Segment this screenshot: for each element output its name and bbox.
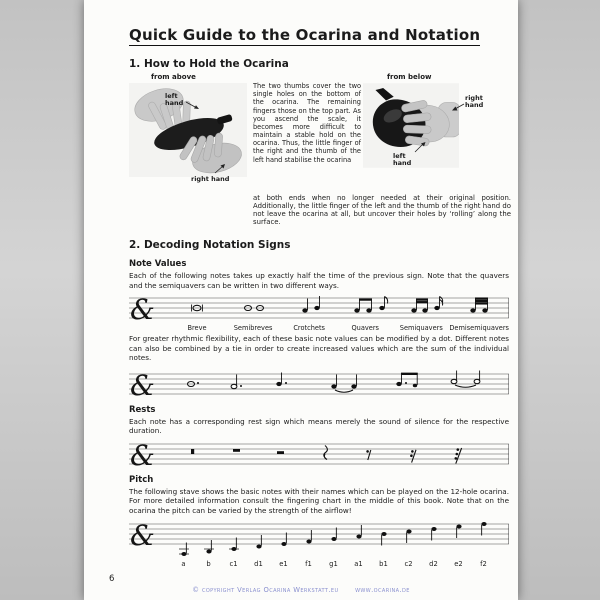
note-value-label: Semibreves [233, 324, 273, 332]
footer-url: www.ocarina.de [355, 586, 410, 594]
note-name: g1 [329, 560, 338, 568]
note-values-text: Each of the following notes takes up exactly half the time of the previous sign. Note that the quavers and the semiquavers can be written in two different ways. [129, 271, 509, 290]
note-value-label: Quavers [351, 324, 379, 332]
right-hand-label: right hand [191, 175, 230, 183]
left-hand-label: left hand [165, 92, 184, 108]
rests-heading: Rests [129, 404, 156, 415]
book-page [84, 0, 518, 600]
note-name: d2 [429, 560, 438, 568]
holding-section [129, 73, 509, 229]
breve-rest [191, 449, 194, 454]
page-title: Quick Guide to the Ocarina and Notation [129, 26, 481, 44]
rests-text: Each note has a corresponding rest sign which means merely the sound of silence for the respective duration. [129, 416, 509, 435]
quaver-rest [366, 450, 371, 460]
right-hand-arrow-icon [451, 101, 466, 113]
treble-clef-icon: & [130, 519, 155, 552]
dots-ties-text: For greater rhythmic flexibility, each of these basic note values can be modified by a dot. Different notes can also be combined by a tie in order to create increased values which are the sum of the individual notes. [129, 334, 509, 362]
semibreve-rest [233, 449, 240, 452]
note-name: c2 [404, 560, 413, 568]
section-heading-notation: 2. Decoding Notation Signs [129, 239, 291, 251]
note-value-label: Breve [187, 324, 207, 332]
demisemiquaver-rest [455, 448, 462, 464]
note-name: a [181, 560, 186, 568]
right-hand-label: right hand [465, 94, 484, 110]
section-heading-holding: 1. How to Hold the Ocarina [129, 58, 289, 70]
pitch-note-names [171, 560, 496, 568]
note-name: b [206, 560, 211, 568]
demisemiquaver-notes [470, 298, 488, 313]
note-name: c1 [229, 560, 238, 568]
dotted-quaver-pair [396, 373, 417, 387]
photo-from-below [363, 73, 513, 168]
treble-clef-icon: & [130, 438, 155, 469]
left-hand-arrow-icon [185, 100, 201, 112]
treble-clef-icon: & [130, 293, 155, 323]
note-value-label: Semiquavers [399, 324, 443, 332]
caption-from-below: from below [387, 73, 432, 81]
note-name: e2 [454, 560, 463, 568]
quaver-notes [354, 297, 387, 313]
semiquaver-notes [411, 297, 442, 313]
holding-description-continued: at both ends when no longer needed at their original position. Additionally, the little finger of the left and the thumb of the right hand do not leave the ocarina at all, but uncover their holes by ‘rolling’ along the surface. [253, 194, 511, 227]
note-value-label: Crotchets [293, 324, 325, 332]
photo-from-above [129, 73, 249, 183]
crotchet-notes [302, 296, 319, 313]
note-name: e1 [279, 560, 288, 568]
right-hand-arrow-icon [213, 163, 227, 175]
note-name: f1 [305, 560, 312, 568]
page-content [84, 0, 518, 600]
pitch-heading: Pitch [129, 474, 154, 485]
treble-clef-icon: & [130, 368, 155, 399]
holding-description: The two thumbs cover the two single holes on the bottom of the ocarina. The remaining fingers those on the top part. As you ascend the scale, it becomes more difficult to maintain a stable hold on the ocarina. Thus, the little finger of the right and the thumb of the left hand stabilise the ocarina [253, 82, 361, 164]
page-footer [84, 586, 518, 594]
note-value-label: Demisemiquavers [449, 324, 509, 332]
note-name: b1 [379, 560, 388, 568]
hands-from-above-photo [129, 83, 247, 177]
note-value-labels [169, 324, 509, 332]
note-name: d1 [254, 560, 263, 568]
minim-rest [277, 451, 284, 454]
note-name: f2 [480, 560, 487, 568]
footer-copyright: © copyright Verlag Ocarina Werkstatt.eu [192, 586, 339, 594]
caption-from-above: from above [151, 73, 196, 81]
note-name: a1 [354, 560, 363, 568]
crotchet-rest [324, 445, 328, 459]
page-number: 6 [109, 574, 115, 584]
semiquaver-rest [410, 449, 416, 462]
rests-staff [129, 439, 509, 469]
pitch-text: The following stave shows the basic notes with their names which can be played on the 12-hole ocarina. For more detailed information consult the fingering chart in the middle of this book. Note that on the ocarina the pitch can be varied by the strength of the airflow! [129, 486, 509, 515]
note-values-heading: Note Values [129, 259, 187, 269]
dotted-minim [231, 374, 242, 388]
left-hand-label: left hand [393, 152, 412, 168]
dots-ties-staff [129, 369, 509, 399]
note-values-staff [129, 293, 509, 323]
pitch-staff [129, 519, 509, 559]
tied-crotchets [331, 374, 356, 392]
left-hand-arrow-icon [413, 141, 428, 154]
